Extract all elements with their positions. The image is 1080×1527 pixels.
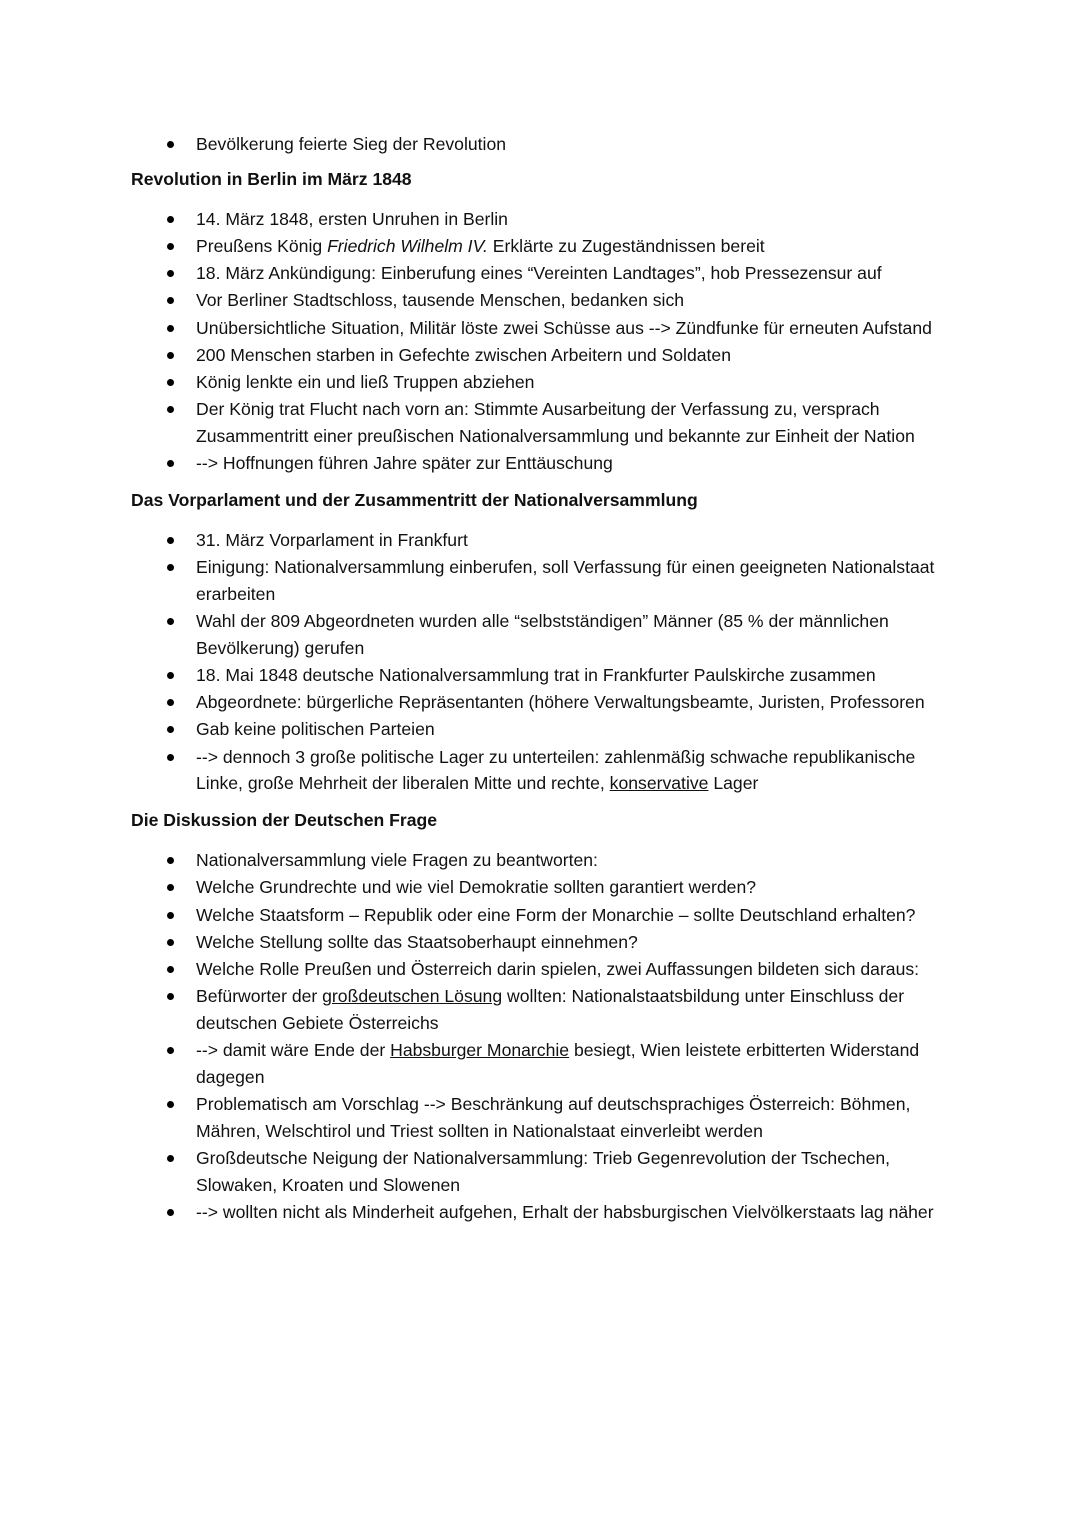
list-item — [131, 983, 961, 1037]
list-item — [131, 956, 961, 983]
bullet-icon — [167, 243, 174, 250]
list-item — [131, 847, 961, 874]
list-item-text: König lenkte ein und ließ Truppen abziehen — [196, 371, 535, 392]
list-item — [131, 1199, 961, 1226]
italic-name: Friedrich Wilhelm IV. — [327, 235, 488, 256]
list-item — [131, 527, 961, 554]
list-item — [131, 450, 961, 477]
list-item — [131, 1037, 961, 1091]
list-item-text: Einigung: Nationalversammlung einberufen, soll Verfassung für einen geeigneten Nationalstaat erarbeiten — [196, 557, 935, 604]
section-heading: Das Vorparlament und der Zusammentritt der Nationalversammlung — [131, 489, 698, 510]
intro-list — [131, 131, 961, 158]
sections-container — [131, 166, 961, 1226]
bullet-icon — [167, 537, 174, 544]
bullet-icon — [167, 460, 174, 467]
list-item — [131, 744, 961, 798]
section-list — [131, 847, 961, 1226]
bullet-icon — [167, 857, 174, 864]
list-item-text: 31. März Vorparlament in Frankfurt — [196, 529, 468, 550]
list-item — [131, 902, 961, 929]
list-item — [131, 396, 961, 450]
list-item-text: --> Hoffnungen führen Jahre später zur Enttäuschung — [196, 453, 613, 474]
list-item — [131, 1091, 961, 1145]
underlined-term: konservative — [609, 773, 709, 794]
bullet-icon — [167, 699, 174, 706]
section-list — [131, 527, 961, 797]
list-item — [131, 608, 961, 662]
list-item — [131, 342, 961, 369]
bullet-icon — [167, 966, 174, 973]
list-item-text: Welche Stellung sollte das Staatsoberhaupt einnehmen? — [196, 931, 638, 952]
list-item-text: --> dennoch 3 große politische Lager zu unterteilen: zahlenmäßig schwache republikanische Linke, große Mehrheit der liberalen Mitte und rechte, — [196, 746, 916, 794]
list-item — [131, 929, 961, 956]
bullet-icon — [167, 726, 174, 733]
list-item-text: Welche Grundrechte und wie viel Demokratie sollten garantiert werden? — [196, 877, 757, 898]
list-item-text: 18. Mai 1848 deutsche Nationalversammlung trat in Frankfurter Paulskirche zusammen — [196, 665, 876, 686]
list-item-text: Nationalversammlung viele Fragen zu beantworten: — [196, 850, 598, 871]
list-item-text: Vor Berliner Stadtschloss, tausende Menschen, bedanken sich — [196, 290, 685, 311]
bullet-icon — [167, 1101, 174, 1108]
list-item-text: --> damit wäre Ende der — [196, 1040, 391, 1061]
document-body — [131, 131, 961, 1236]
list-item — [131, 206, 961, 233]
list-item-text: Befürworter der — [196, 986, 323, 1007]
list-item-text: Unübersichtliche Situation, Militär löste zwei Schüsse aus --> Zündfunke für erneuten Aufstand — [196, 317, 932, 338]
section-list — [131, 206, 961, 477]
list-item — [131, 233, 961, 260]
bullet-icon — [167, 352, 174, 359]
list-item-text: Lager — [708, 773, 759, 794]
list-item-text: wollten: Nationalstaatsbildung unter Einschluss der deutschen Gebiete Österreichs — [196, 986, 905, 1033]
bullet-icon — [167, 325, 174, 332]
list-item-text: Welche Staatsform – Republik oder eine Form der Monarchie – sollte Deutschland erhalten? — [196, 904, 916, 925]
list-item-text: Gab keine politischen Parteien — [196, 719, 435, 740]
list-item-text: --> wollten nicht als Minderheit aufgehen, Erhalt der habsburgischen Vielvölkerstaats lag näher — [196, 1202, 934, 1223]
bullet-icon — [167, 884, 174, 891]
list-item — [131, 287, 961, 314]
bullet-icon — [167, 216, 174, 223]
list-item-text: 18. März Ankündigung: Einberufung eines “Vereinten Landtages”, hob Pressezensur auf — [196, 263, 882, 284]
bullet-icon — [167, 912, 174, 919]
bullet-icon — [167, 754, 174, 761]
list-item-text: Welche Rolle Preußen und Österreich darin spielen, zwei Auffassungen bildeten sich daraus: — [196, 958, 920, 979]
bullet-icon — [167, 1209, 174, 1216]
list-item — [131, 662, 961, 689]
list-item — [131, 369, 961, 396]
bullet-icon — [167, 1047, 174, 1054]
list-item — [131, 315, 961, 342]
list-item — [131, 131, 961, 158]
list-item-text: Abgeordnete: bürgerliche Repräsentanten (höhere Verwaltungsbeamte, Juristen, Professoren — [196, 692, 925, 713]
list-item — [131, 689, 961, 716]
list-item — [131, 260, 961, 287]
list-item-text: 14. März 1848, ersten Unruhen in Berlin — [196, 208, 508, 229]
list-item-text: Preußens König — [196, 235, 328, 256]
list-item-text: Problematisch am Vorschlag --> Beschränkung auf deutschsprachiges Österreich: Böhmen, Mähren, Welschtirol und Triest sollten in Nationalstaat einverleibt werden — [196, 1094, 911, 1141]
list-item — [131, 874, 961, 901]
list-item-text: besiegt, Wien leistete erbitterten Widerstand dagegen — [196, 1040, 920, 1087]
bullet-icon — [167, 993, 174, 1000]
underlined-term: Habsburger Monarchie — [390, 1040, 570, 1061]
list-item-text: Bevölkerung feierte Sieg der Revolution — [196, 134, 507, 154]
section-heading: Die Diskussion der Deutschen Frage — [131, 810, 438, 831]
bullet-icon — [167, 270, 174, 277]
list-item — [131, 1145, 961, 1199]
bullet-icon — [167, 141, 174, 148]
list-item — [131, 554, 961, 608]
list-item-text: 200 Menschen starben in Gefechte zwischen Arbeitern und Soldaten — [196, 344, 731, 365]
section-heading: Revolution in Berlin im März 1848 — [131, 168, 412, 189]
bullet-icon — [167, 1155, 174, 1162]
list-item — [131, 716, 961, 743]
bullet-icon — [167, 939, 174, 946]
bullet-icon — [167, 379, 174, 386]
list-item-text: Der König trat Flucht nach vorn an: Stimmte Ausarbeitung der Verfassung zu, versprach Zusammentritt einer preußischen Nationalversammlung und bekannte zur Einheit der Nation — [196, 399, 915, 446]
list-item-text: Wahl der 809 Abgeordneten wurden alle “selbstständigen” Männer (85 % der männlichen Bevölkerung) gerufen — [196, 611, 889, 658]
bullet-icon — [167, 618, 174, 625]
list-item-text: Erklärte zu Zugeständnissen bereit — [487, 235, 765, 256]
bullet-icon — [167, 672, 174, 679]
bullet-icon — [167, 406, 174, 413]
bullet-icon — [167, 297, 174, 304]
bullet-icon — [167, 564, 174, 571]
underlined-term: großdeutschen Lösung — [322, 986, 503, 1007]
list-item-text: Großdeutsche Neigung der Nationalversammlung: Trieb Gegenrevolution der Tschechen, Slowaken, Kroaten und Slowenen — [196, 1148, 891, 1195]
